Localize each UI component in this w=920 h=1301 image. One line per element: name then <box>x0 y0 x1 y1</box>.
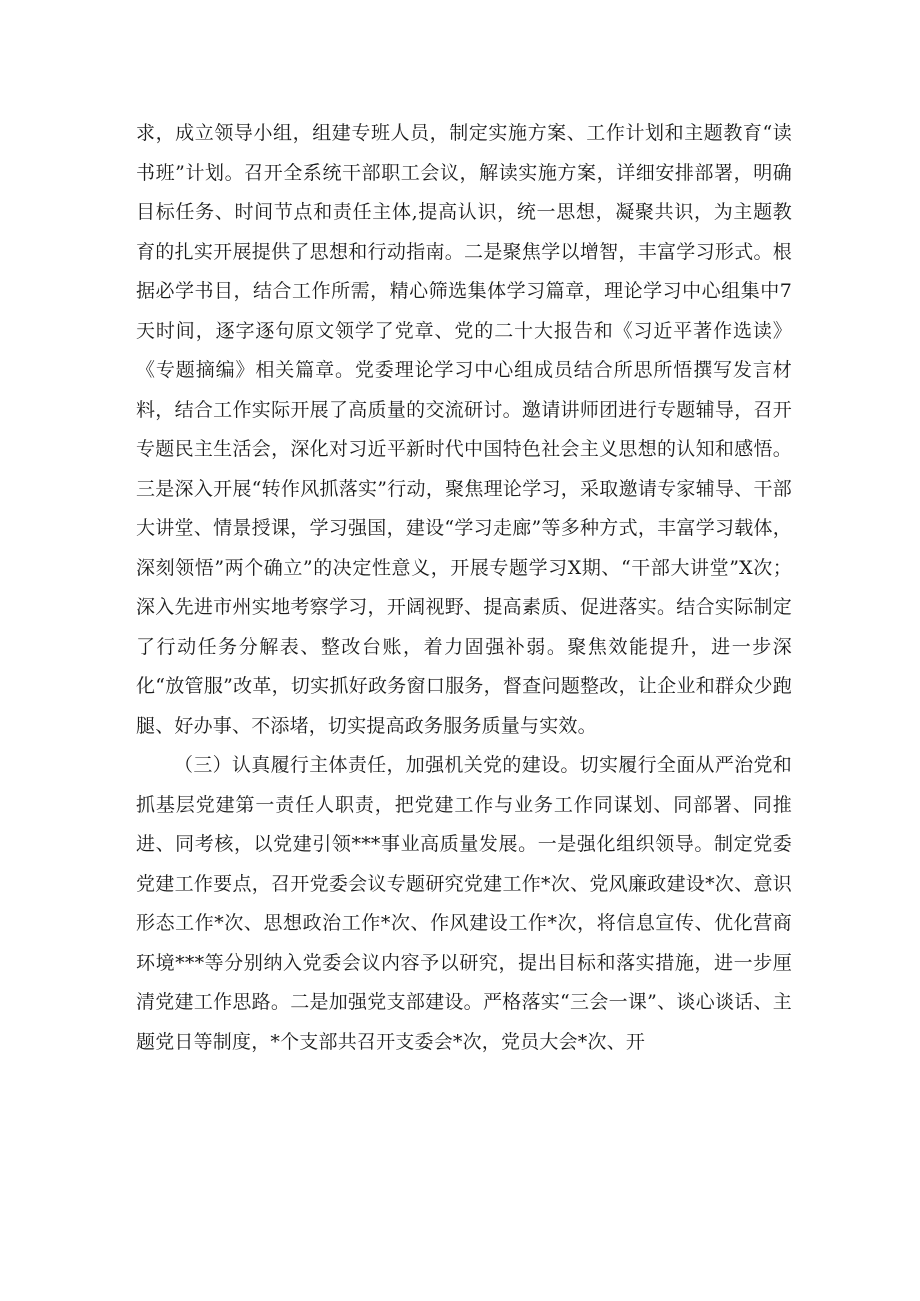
paragraph-1: 求，成立领导小组，组建专班人员，制定实施方案、工作计划和主题教育“读书班”计划。召开全系统干部职工会议，解读实施方案，详细安排部署，明确目标任务、时间节点和责任主体,提高认识，统一思想，凝聚共识，为主题教育的扎实开展提供了思想和行动指南。二是聚焦学以增智，丰富学习形式。根据必学书目，结合工作所需，精心筛选集体学习篇章，理论学习中心组集中7天时间，逐字逐句原文领学了党章、党的二十大报告和《习近平著作选读》《专题摘编》相关篇章。党委理论学习中心组成员结合所思所悟撰写发言材料，结合工作实际开展了高质量的交流研讨。邀请讲师团进行专题辅导，召开专题民主生活会，深化对习近平新时代中国特色社会主义思想的认知和感悟。三是深入开展“转作风抓落实”行动，聚焦理论学习，采取邀请专家辅导、干部大讲堂、情景授课，学习强国，建设“学习走廊”等多种方式，丰富学习载体，深刻领悟”两个确立”的决定性意义，开展专题学习X期、“干部大讲堂”X次；深入先进市州实地考察学习，开阔视野、提高素质、促进落实。结合实际制定了行动任务分解表、整改台账，着力固强补弱。聚焦效能提升，进一步深化“放管服”改革，切实抓好政务窗口服务，督查问题整改，让企业和群众少跑腿、好办事、不添堵，切实提高政务服务质量与实效。 <box>136 122 792 737</box>
paragraph-2: （三）认真履行主体责任，加强机关党的建设。切实履行全面从严治党和抓基层党建第一责任人职责，把党建工作与业务工作同谋划、同部署、同推进、同考核，以党建引领***事业高质量发展。一是强化组织领导。制定党委党建工作要点，召开党委会议专题研究党建工作*次、党风廉政建设*次、意识形态工作*次、思想政治工作*次、作风建设工作*次，将信息宣传、优化营商环境***等分别纳入党委会议内容予以研究，提出目标和落实措施，进一步厘清党建工作思路。二是加强党支部建设。严格落实“三会一课”、谈心谈话、主题党日等制度，*个支部共召开支委会*次，党员大会*次、开 <box>136 754 792 1053</box>
document-body <box>136 114 792 1062</box>
